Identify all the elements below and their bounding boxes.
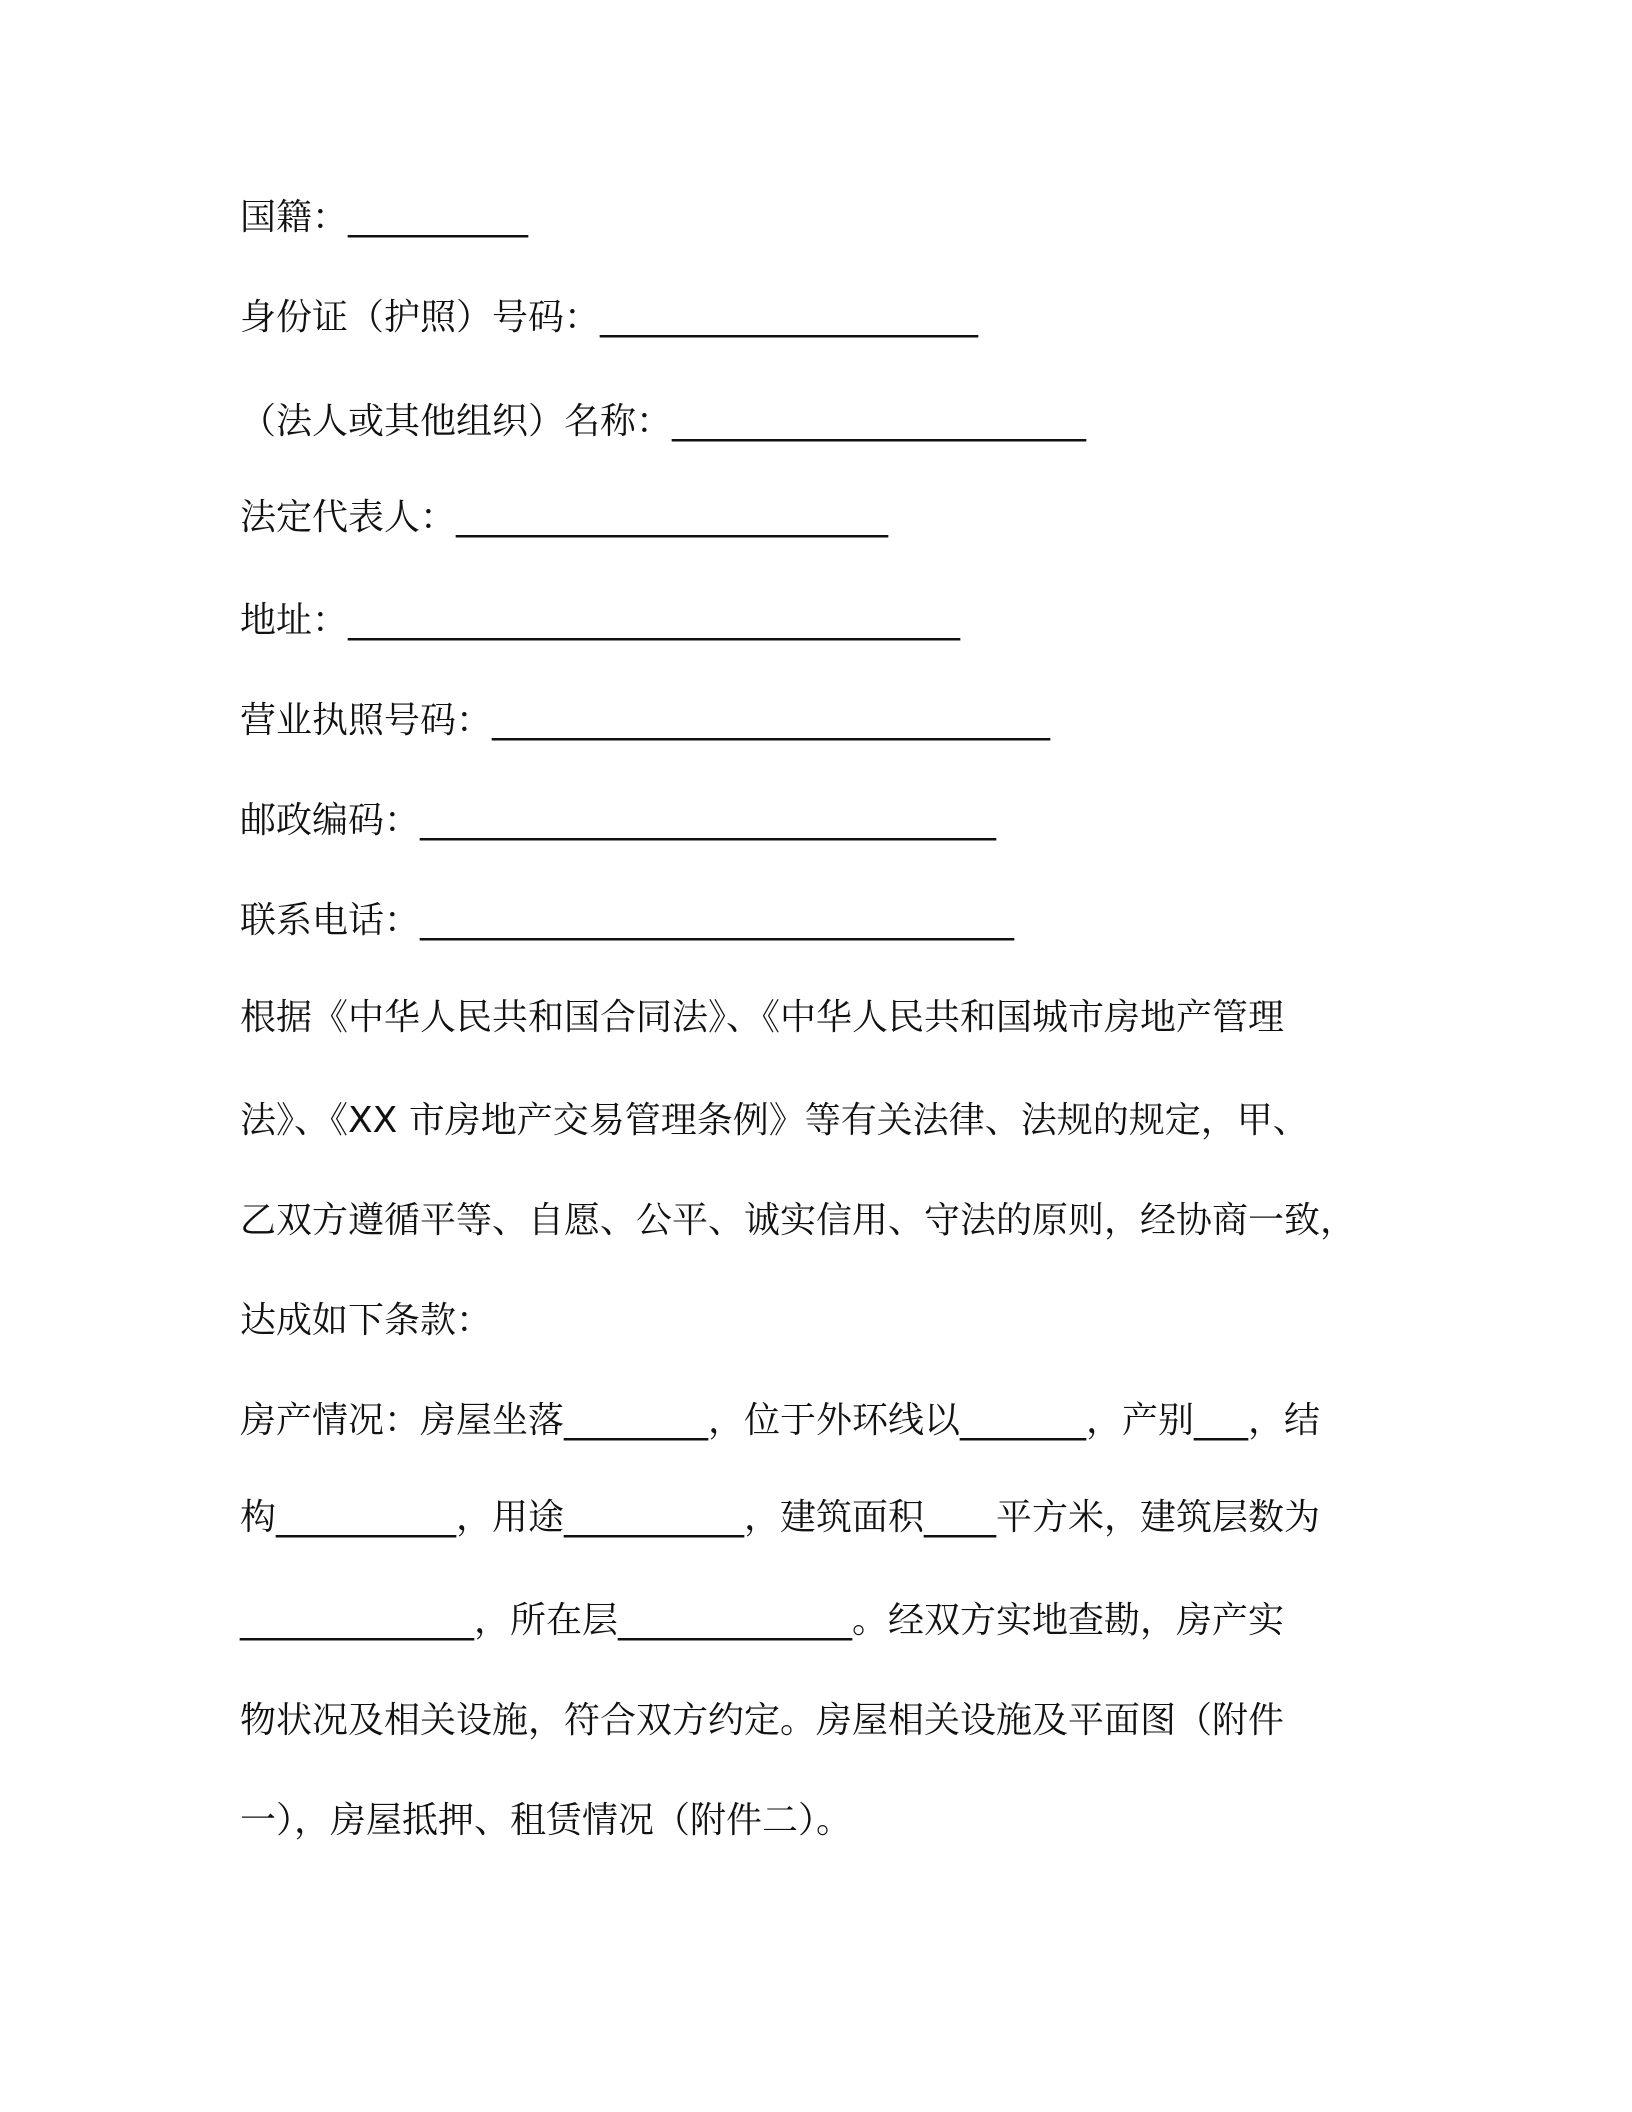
postal-code-field: 邮政编码：________________________________: [240, 800, 997, 841]
license-number-field: 营业执照号码：_______________________________: [240, 700, 1051, 741]
paragraph-line: 物状况及相关设施，符合双方约定。房屋相关设施及平面图（附件: [240, 1700, 1285, 1741]
paragraph-line: 构__________，用途__________，建筑面积____平方米，建筑层数为: [240, 1497, 1321, 1538]
org-name-field: （法人或其他组织）名称：_______________________: [240, 401, 1087, 442]
id-number-field: 身份证（护照）号码：_____________________: [240, 297, 979, 338]
paragraph-line: _____________，所在层_____________。经双方实地查勘，房产实: [240, 1600, 1285, 1641]
paragraph-line: 一），房屋抵押、租赁情况（附件二）。: [240, 1800, 853, 1841]
paragraph-line: 根据《中华人民共和国合同法》、《中华人民共和国城市房地产管理: [240, 997, 1285, 1038]
nationality-field: 国籍：__________: [240, 197, 529, 238]
phone-field: 联系电话：_________________________________: [240, 900, 1015, 941]
paragraph-line: 房产情况：房屋坐落________，位于外环线以_______，产别___，结: [240, 1400, 1321, 1441]
paragraph-line: 乙双方遵循平等、自愿、公平、诚实信用、守法的原则，经协商一致，: [240, 1200, 1357, 1241]
legal-rep-field: 法定代表人：________________________: [240, 497, 889, 538]
paragraph-line: 达成如下条款：: [240, 1300, 493, 1341]
paragraph-line: 法》、《XX 市房地产交易管理条例》等有关法律、法规的规定，甲、: [240, 1100, 1309, 1141]
address-field: 地址：__________________________________: [240, 600, 961, 641]
